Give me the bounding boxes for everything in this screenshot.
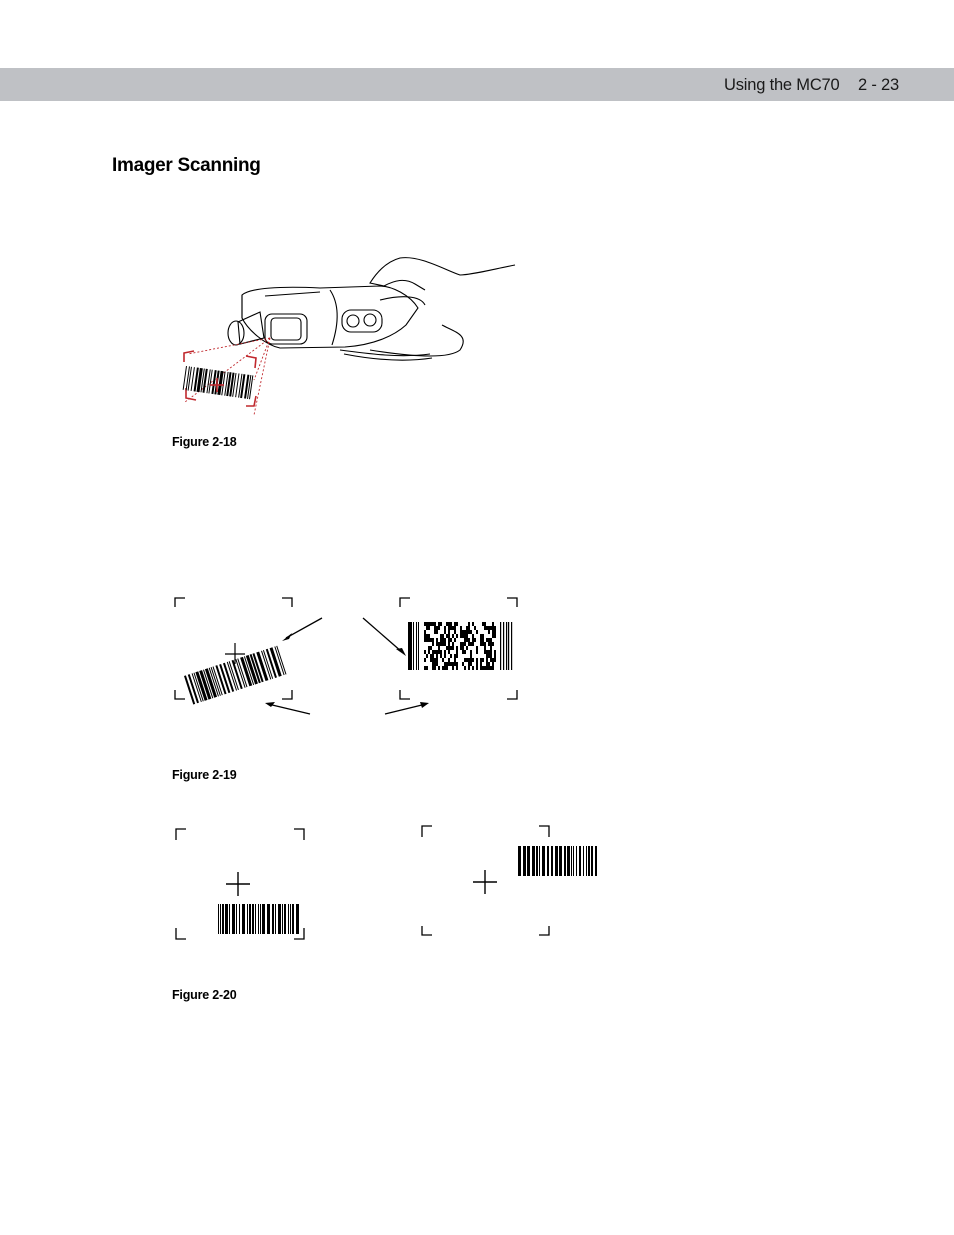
- barcode-module: [442, 666, 444, 670]
- barcode-module: [446, 634, 448, 638]
- barcode-module: [424, 634, 426, 638]
- barcode-module: [434, 658, 436, 662]
- barcode-module: [452, 662, 454, 666]
- barcode-module: [430, 646, 432, 650]
- barcode-module: [464, 666, 466, 670]
- barcode-module: [454, 626, 456, 630]
- barcode-1d: [518, 846, 597, 876]
- barcode-module: [466, 658, 468, 662]
- barcode-module: [438, 650, 440, 654]
- barcode-module: [432, 662, 434, 666]
- barcode-module: [454, 662, 456, 666]
- barcode-module: [468, 626, 470, 630]
- barcode-module: [432, 650, 434, 654]
- barcode-module: [424, 666, 426, 670]
- barcode-module: [450, 662, 452, 666]
- barcode-bar: [220, 904, 221, 934]
- barcode-module: [468, 622, 470, 626]
- barcode-bar: [588, 846, 590, 876]
- barcode-module: [448, 630, 450, 634]
- figure-2-20-caption: Figure 2-20: [172, 988, 237, 1002]
- barcode-module: [432, 622, 434, 626]
- barcode-module: [448, 622, 450, 626]
- barcode-module: [438, 622, 440, 626]
- barcode-module: [460, 626, 462, 630]
- barcode-module: [494, 626, 496, 630]
- barcode-module: [490, 654, 492, 658]
- barcode-module: [484, 666, 486, 670]
- barcode-module: [482, 622, 484, 626]
- barcode-module: [486, 662, 488, 666]
- barcode-module: [492, 666, 494, 670]
- barcode-module: [444, 662, 446, 666]
- barcode-module: [482, 642, 484, 646]
- barcode-module: [511, 622, 512, 670]
- barcode-bar: [211, 667, 221, 696]
- barcode-module: [486, 666, 488, 670]
- barcode-bar: [242, 904, 245, 934]
- barcode-module: [454, 658, 456, 662]
- barcode-module: [492, 622, 494, 626]
- barcode-module: [432, 642, 434, 646]
- barcode-module: [426, 622, 428, 626]
- barcode-module: [436, 642, 438, 646]
- barcode-module: [436, 630, 438, 634]
- barcode-bar: [290, 904, 291, 934]
- barcode-module: [438, 626, 440, 630]
- barcode-module: [490, 642, 492, 646]
- barcode-module: [464, 658, 466, 662]
- barcode-bar: [555, 846, 558, 876]
- barcode-module: [488, 650, 490, 654]
- barcode-module: [490, 626, 492, 630]
- barcode-module: [494, 658, 496, 662]
- barcode-module: [468, 662, 470, 666]
- barcode-bar: [536, 846, 538, 876]
- barcode-bar: [586, 846, 587, 876]
- barcode-module: [408, 622, 410, 670]
- barcode-bar: [236, 904, 237, 934]
- barcode-module: [442, 634, 444, 638]
- barcode-bar: [518, 846, 521, 876]
- figure-2-19-caption: Figure 2-19: [172, 768, 237, 782]
- barcode-module: [492, 658, 494, 662]
- barcode-module: [442, 658, 444, 662]
- barcode-module: [440, 634, 442, 638]
- barcode-bar: [255, 904, 256, 934]
- barcode-module: [490, 658, 492, 662]
- barcode-module: [430, 638, 432, 642]
- barcode-module: [484, 622, 486, 626]
- barcode-module: [444, 630, 446, 634]
- barcode-module: [436, 638, 438, 642]
- barcode-module: [468, 666, 470, 670]
- barcode-bar: [551, 846, 553, 876]
- barcode-module: [436, 662, 438, 666]
- barcode-module: [472, 658, 474, 662]
- barcode-bar: [296, 904, 299, 934]
- barcode-module: [486, 650, 488, 654]
- barcode-module: [424, 630, 426, 634]
- barcode-module: [508, 622, 509, 670]
- barcode-module: [448, 658, 450, 662]
- barcode-bar: [252, 904, 254, 934]
- barcode-module: [450, 638, 452, 642]
- barcode-bar: [579, 846, 581, 876]
- barcode-module: [432, 654, 434, 658]
- barcode-module: [452, 634, 454, 638]
- barcode-bar: [567, 846, 570, 876]
- barcode-module: [482, 666, 484, 670]
- barcode-bar: [288, 904, 289, 934]
- barcode-1d: [218, 904, 299, 934]
- barcode-module: [476, 646, 478, 650]
- barcode-module: [480, 638, 482, 642]
- barcode-bar: [267, 904, 270, 934]
- barcode-bar: [595, 846, 597, 876]
- barcode-module: [450, 626, 452, 630]
- barcode-module: [462, 634, 464, 638]
- barcode-module: [454, 638, 456, 642]
- barcode-bar: [564, 846, 566, 876]
- barcode-module: [480, 666, 482, 670]
- barcode-module: [476, 666, 478, 670]
- barcode-module: [450, 654, 452, 658]
- barcode-module: [454, 622, 456, 626]
- barcode-pdf417: [408, 622, 512, 670]
- barcode-module: [490, 638, 492, 642]
- barcode-module: [456, 646, 458, 650]
- barcode-module: [430, 654, 432, 658]
- barcode-module: [434, 622, 436, 626]
- barcode-module: [448, 662, 450, 666]
- barcode-module: [436, 654, 438, 658]
- barcode-bar: [547, 846, 549, 876]
- barcode-module: [476, 630, 478, 634]
- barcode-module: [442, 642, 444, 646]
- barcode-module: [450, 622, 452, 626]
- barcode-module: [470, 630, 472, 634]
- barcode-module: [448, 626, 450, 630]
- barcode-module: [440, 654, 442, 658]
- barcode-module: [466, 634, 468, 638]
- barcode-module: [424, 622, 426, 626]
- barcode-module: [418, 622, 419, 670]
- barcode-module: [450, 646, 452, 650]
- barcode-module: [432, 638, 434, 642]
- barcode-bar: [591, 846, 593, 876]
- barcode-module: [442, 638, 444, 642]
- barcode-module: [466, 638, 468, 642]
- barcode-module: [434, 626, 436, 630]
- barcode-module: [452, 646, 454, 650]
- barcode-module: [486, 658, 488, 662]
- barcode-module: [488, 666, 490, 670]
- barcode-module: [444, 650, 446, 654]
- barcode-module: [432, 666, 434, 670]
- barcode-module: [428, 646, 430, 650]
- barcode-module: [472, 634, 474, 638]
- barcode-module: [426, 654, 428, 658]
- barcode-module: [428, 634, 430, 638]
- barcode-module: [466, 646, 468, 650]
- barcode-bar: [272, 904, 274, 934]
- barcode-module: [472, 638, 474, 642]
- barcode-module: [456, 662, 458, 666]
- barcode-module: [470, 658, 472, 662]
- barcode-module: [460, 634, 462, 638]
- barcode-module: [492, 642, 494, 646]
- barcode-module: [464, 634, 466, 638]
- figure-2-18-illustration: [170, 250, 530, 420]
- barcode-module: [452, 642, 454, 646]
- barcode-module: [488, 642, 490, 646]
- barcode-module: [448, 650, 450, 654]
- barcode-bar: [229, 904, 230, 934]
- barcode-module: [448, 646, 450, 650]
- barcode-module: [482, 634, 484, 638]
- barcode-module: [472, 622, 474, 626]
- barcode-module: [448, 642, 450, 646]
- barcode-module: [426, 638, 428, 642]
- barcode-bar: [583, 846, 584, 876]
- barcode-module: [456, 654, 458, 658]
- barcode-module: [482, 658, 484, 662]
- barcode-module: [466, 630, 468, 634]
- barcode-module: [474, 626, 476, 630]
- barcode-module: [480, 642, 482, 646]
- barcode-module: [503, 622, 504, 670]
- barcode-module: [410, 622, 411, 670]
- barcode-module: [492, 626, 494, 630]
- barcode-module: [444, 666, 446, 670]
- barcode-module: [454, 654, 456, 658]
- barcode-module: [468, 658, 470, 662]
- barcode-module: [488, 654, 490, 658]
- barcode-module: [494, 650, 496, 654]
- barcode-module: [484, 626, 486, 630]
- barcode-1d: [183, 366, 254, 399]
- barcode-module: [462, 642, 464, 646]
- barcode-module: [470, 662, 472, 666]
- barcode-module: [434, 630, 436, 634]
- barcode-bar: [576, 846, 577, 876]
- barcode-module: [446, 662, 448, 666]
- barcode-module: [480, 634, 482, 638]
- barcode-module: [466, 626, 468, 630]
- barcode-module: [476, 662, 478, 666]
- barcode-bar: [542, 846, 545, 876]
- barcode-module: [486, 626, 488, 630]
- barcode-module: [456, 650, 458, 654]
- barcode-module: [460, 630, 462, 634]
- barcode-module: [456, 622, 458, 626]
- barcode-module: [413, 622, 414, 670]
- barcode-module: [460, 642, 462, 646]
- barcode-bar: [539, 846, 540, 876]
- barcode-bar: [292, 904, 294, 934]
- barcode-module: [428, 626, 430, 630]
- barcode-module: [506, 622, 507, 670]
- barcode-bar: [247, 904, 248, 934]
- barcode-module: [452, 626, 454, 630]
- barcode-module: [484, 650, 486, 654]
- barcode-module: [472, 666, 474, 670]
- barcode-module: [426, 666, 428, 670]
- figure-2-18-caption: Figure 2-18: [172, 435, 237, 449]
- barcode-module: [428, 638, 430, 642]
- barcode-module: [494, 630, 496, 634]
- barcode-bar: [262, 904, 265, 934]
- barcode-bar: [239, 904, 240, 934]
- barcode-module: [440, 642, 442, 646]
- barcode-module: [446, 646, 448, 650]
- barcode-module: [462, 646, 464, 650]
- barcode-module: [424, 650, 426, 654]
- barcode-module: [486, 638, 488, 642]
- barcode-bar: [573, 846, 574, 876]
- barcode-bar: [218, 904, 219, 934]
- barcode-module: [456, 666, 458, 670]
- barcode-module: [444, 654, 446, 658]
- barcode-module: [490, 646, 492, 650]
- barcode-module: [428, 650, 430, 654]
- barcode-bar: [284, 904, 286, 934]
- barcode-bar: [532, 846, 535, 876]
- barcode-module: [488, 638, 490, 642]
- barcode-module: [470, 654, 472, 658]
- barcode-module: [446, 622, 448, 626]
- barcode-module: [436, 658, 438, 662]
- barcode-module: [500, 622, 501, 670]
- barcode-module: [438, 646, 440, 650]
- barcode-module: [488, 662, 490, 666]
- barcode-module: [432, 658, 434, 662]
- barcode-module: [472, 642, 474, 646]
- barcode-bar: [225, 904, 228, 934]
- barcode-module: [456, 634, 458, 638]
- barcode-module: [436, 626, 438, 630]
- barcode-bar: [282, 904, 283, 934]
- barcode-module: [492, 630, 494, 634]
- barcode-module: [426, 634, 428, 638]
- barcode-module: [480, 658, 482, 662]
- barcode-module: [444, 626, 446, 630]
- barcode-module: [440, 638, 442, 642]
- barcode-module: [492, 634, 494, 638]
- barcode-module: [444, 642, 446, 646]
- chapter-title: Using the MC70: [724, 76, 840, 94]
- barcode-module: [438, 642, 440, 646]
- barcode-module: [434, 662, 436, 666]
- barcode-module: [438, 666, 440, 670]
- barcode-bar: [571, 846, 572, 876]
- barcode-module: [470, 642, 472, 646]
- barcode-module: [492, 662, 494, 666]
- barcode-module: [490, 666, 492, 670]
- barcode-module: [488, 626, 490, 630]
- barcode-module: [468, 630, 470, 634]
- barcode-module: [448, 634, 450, 638]
- barcode-module: [411, 622, 412, 670]
- barcode-module: [454, 630, 456, 634]
- barcode-module: [464, 630, 466, 634]
- barcode-module: [488, 630, 490, 634]
- barcode-module: [446, 666, 448, 670]
- barcode-bar: [275, 904, 276, 934]
- barcode-bar: [260, 904, 261, 934]
- barcode-module: [494, 634, 496, 638]
- barcode-bar: [559, 846, 562, 876]
- barcode-module: [460, 646, 462, 650]
- barcode-module: [464, 642, 466, 646]
- barcode-module: [434, 650, 436, 654]
- barcode-module: [482, 638, 484, 642]
- barcode-bar: [523, 846, 526, 876]
- barcode-module: [474, 638, 476, 642]
- barcode-bar: [232, 904, 235, 934]
- barcode-module: [462, 662, 464, 666]
- barcode-module: [444, 638, 446, 642]
- barcode-module: [462, 630, 464, 634]
- barcode-module: [440, 622, 442, 626]
- barcode-module: [464, 638, 466, 642]
- figure-2-19-illustration: [170, 590, 530, 720]
- page-number: 2 - 23: [858, 76, 899, 94]
- barcode-module: [464, 650, 466, 654]
- barcode-module: [468, 638, 470, 642]
- barcode-module: [452, 666, 454, 670]
- barcode-bar: [249, 904, 251, 934]
- barcode-module: [426, 626, 428, 630]
- barcode-module: [490, 650, 492, 654]
- barcode-module: [436, 650, 438, 654]
- barcode-module: [428, 622, 430, 626]
- barcode-module: [462, 650, 464, 654]
- barcode-bar: [527, 846, 530, 876]
- barcode-module: [448, 638, 450, 642]
- barcode-module: [494, 654, 496, 658]
- barcode-module: [484, 646, 486, 650]
- barcode-module: [468, 642, 470, 646]
- barcode-bar: [258, 904, 259, 934]
- barcode-module: [440, 650, 442, 654]
- barcode-module: [476, 658, 478, 662]
- barcode-module: [434, 666, 436, 670]
- barcode-bar: [278, 904, 281, 934]
- barcode-module: [476, 650, 478, 654]
- barcode-module: [424, 638, 426, 642]
- barcode-module: [424, 658, 426, 662]
- barcode-module: [430, 658, 432, 662]
- barcode-module: [486, 654, 488, 658]
- barcode-bar: [222, 904, 224, 934]
- barcode-module: [416, 622, 417, 670]
- barcode-module: [430, 622, 432, 626]
- barcode-module: [484, 642, 486, 646]
- barcode-module: [480, 662, 482, 666]
- section-title: Imager Scanning: [112, 155, 261, 176]
- figure-2-20-illustration: [170, 820, 610, 950]
- barcode-module: [470, 650, 472, 654]
